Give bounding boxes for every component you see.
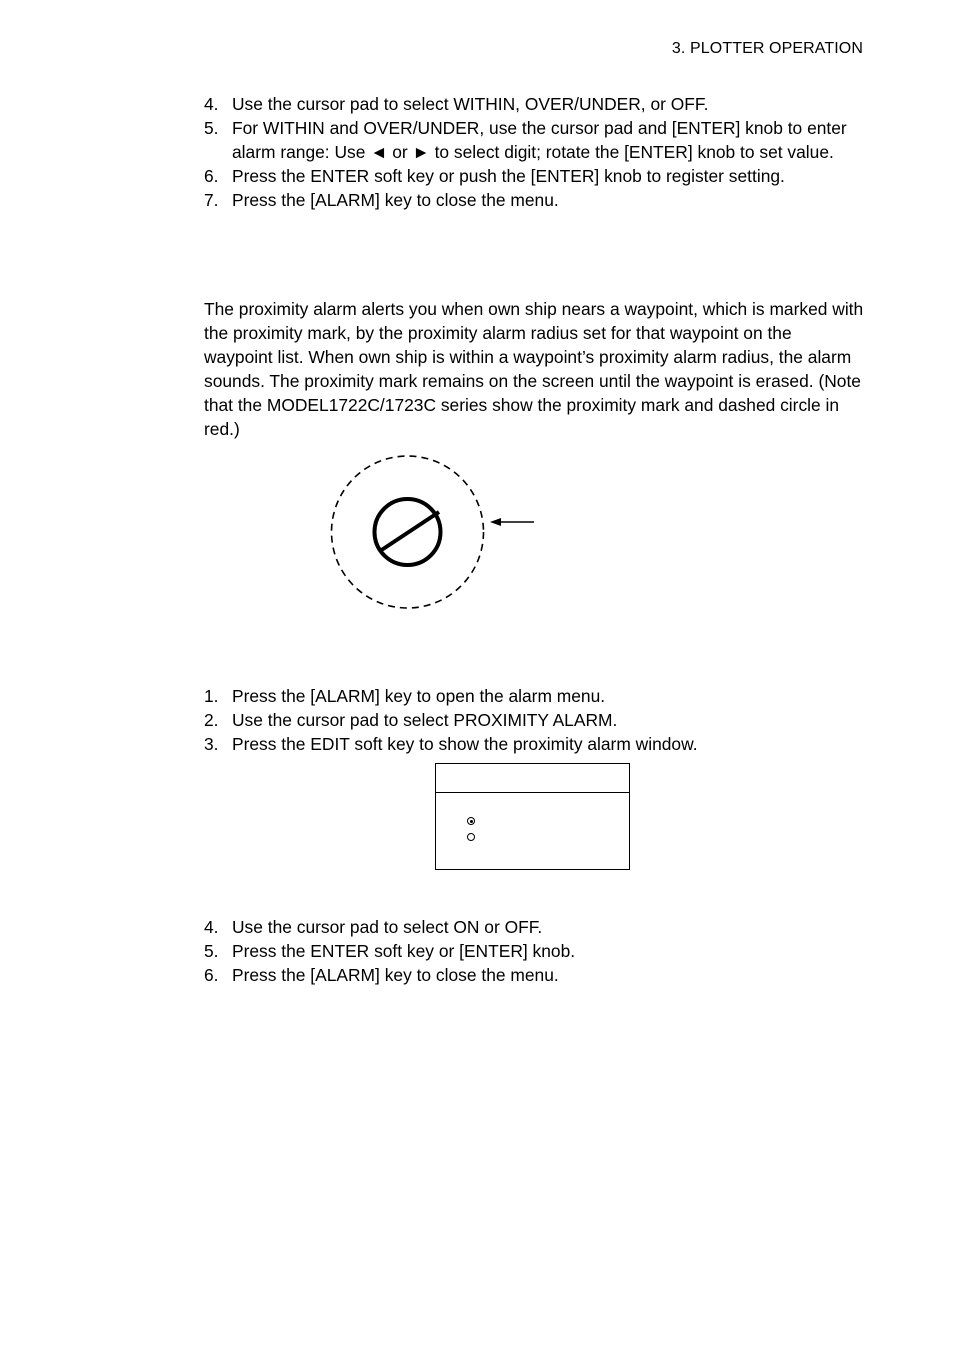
step-number: 4. bbox=[204, 917, 219, 937]
step-number: 6. bbox=[204, 166, 219, 186]
step-text: Press the [ALARM] key to close the menu. bbox=[232, 965, 559, 985]
proximity-alarm-window bbox=[435, 763, 630, 870]
window-title-bar bbox=[436, 764, 629, 793]
step-number: 7. bbox=[204, 190, 219, 210]
list-item bbox=[204, 164, 866, 188]
list-item bbox=[204, 939, 866, 963]
step-number: 5. bbox=[204, 941, 219, 961]
proximity-alarm-description: The proximity alarm alerts you when own ship nears a waypoint, which is marked with the proximity mark, by the proximity alarm radius set for that waypoint on the waypoint list. When own ship is within a waypoint’s proximity alarm radius, the alarm sounds. The proximity mark remains on the screen until the waypoint is erased. (Note that the MODEL1722C/1723C series show the proximity mark and dashed circle in red.) bbox=[204, 299, 864, 439]
steps-middle-list bbox=[204, 684, 866, 756]
step-number: 6. bbox=[204, 965, 219, 985]
step-text: Press the [ALARM] key to close the menu. bbox=[232, 190, 559, 210]
step-text: Use the cursor pad to select WITHIN, OVER/UNDER, or OFF. bbox=[232, 94, 709, 114]
list-item bbox=[204, 188, 866, 212]
step-text: Use the cursor pad to select ON or OFF. bbox=[232, 917, 543, 937]
radio-off[interactable] bbox=[467, 833, 475, 841]
proximity-mark-figure bbox=[320, 450, 550, 615]
step-number: 4. bbox=[204, 94, 219, 114]
list-item bbox=[204, 116, 866, 164]
step-number: 1. bbox=[204, 686, 219, 706]
step-number: 2. bbox=[204, 710, 219, 730]
list-item bbox=[204, 915, 866, 939]
list-item bbox=[204, 684, 866, 708]
step-text: Press the ENTER soft key or push the [ENTER] knob to register setting. bbox=[232, 166, 785, 186]
step-text: Press the [ALARM] key to open the alarm menu. bbox=[232, 686, 606, 706]
list-item bbox=[204, 708, 866, 732]
radio-on-selected[interactable] bbox=[467, 817, 475, 825]
section-header: 3. PLOTTER OPERATION bbox=[671, 40, 863, 57]
step-number: 5. bbox=[204, 118, 219, 138]
step-text: Press the ENTER soft key or [ENTER] knob. bbox=[232, 941, 576, 961]
step-number: 3. bbox=[204, 734, 219, 754]
list-item bbox=[204, 732, 866, 756]
arrow-head-icon bbox=[490, 518, 501, 526]
step-text: Use the cursor pad to select PROXIMITY ALARM. bbox=[232, 710, 618, 730]
steps-top-list bbox=[204, 92, 866, 212]
step-text: For WITHIN and OVER/UNDER, use the cursor pad and [ENTER] knob to enter alarm range: Use ◄ or ► to select digit; rotate the [ENTER] knob to set value. bbox=[232, 118, 847, 162]
list-item bbox=[204, 963, 866, 987]
proximity-mark-slash bbox=[380, 512, 439, 551]
list-item bbox=[204, 92, 866, 116]
steps-bottom-list bbox=[204, 915, 866, 987]
step-text: Press the EDIT soft key to show the proximity alarm window. bbox=[232, 734, 698, 754]
